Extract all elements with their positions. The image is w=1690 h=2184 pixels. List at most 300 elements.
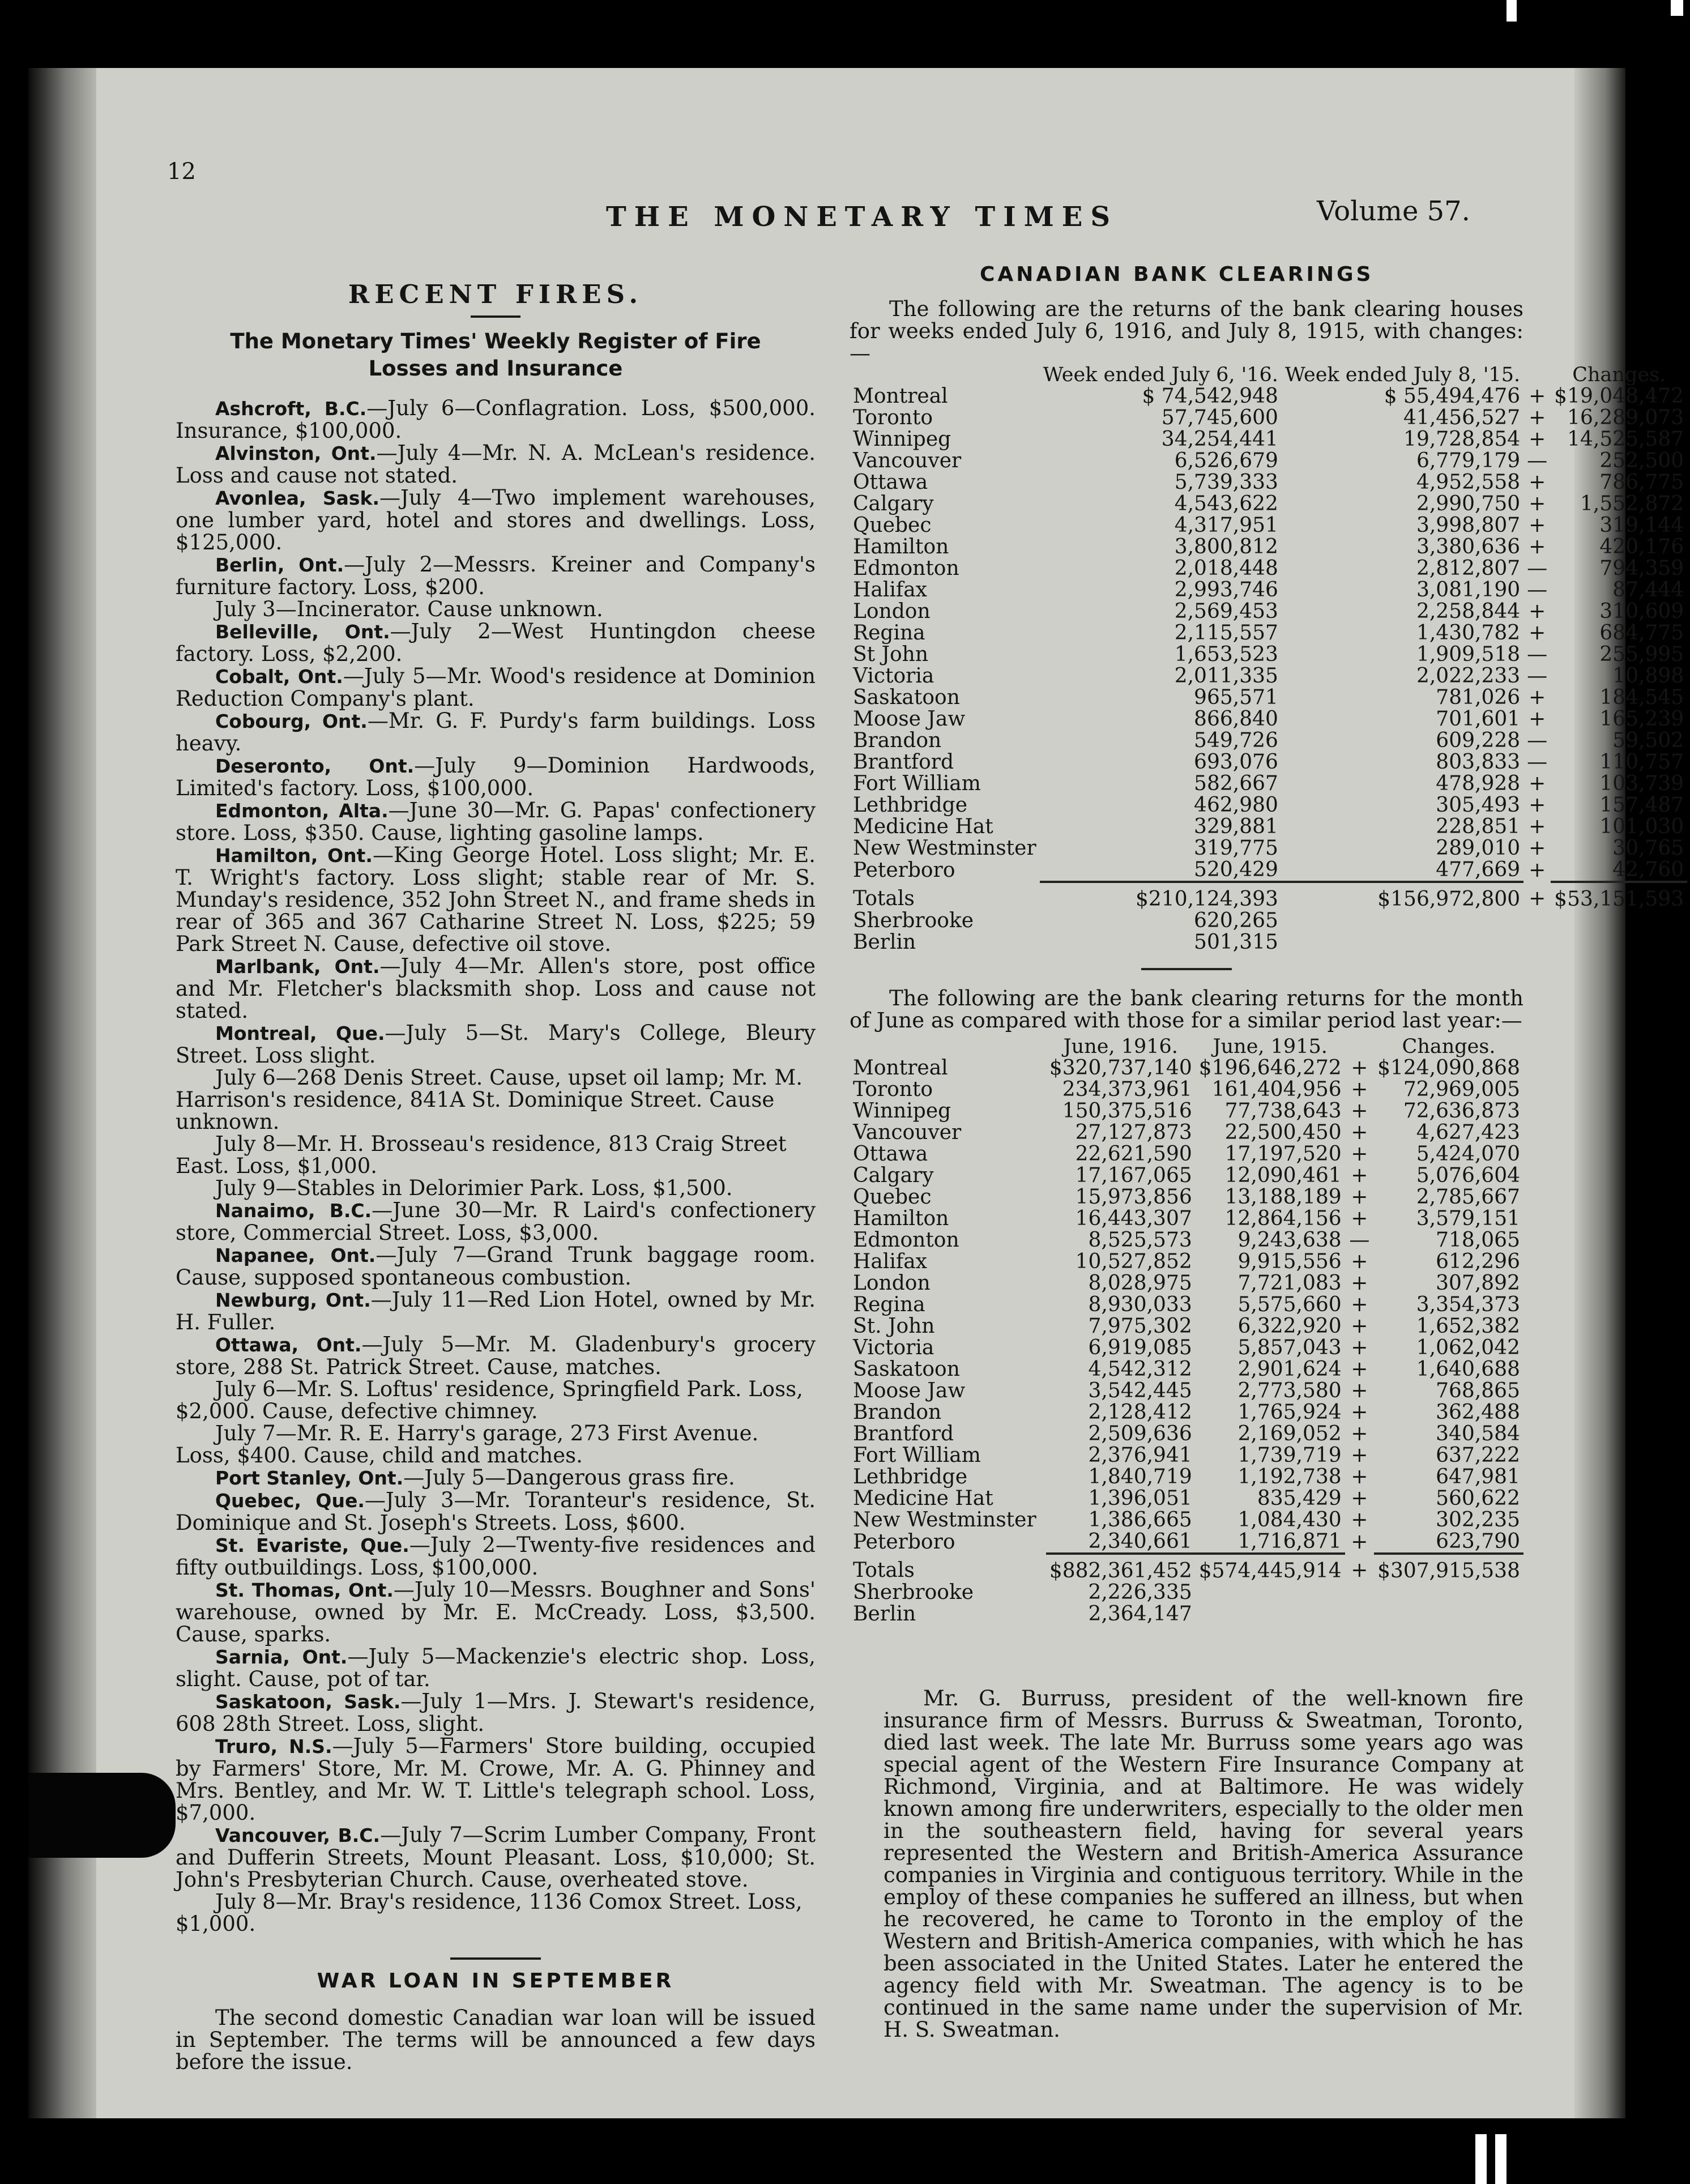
change-cell: 3,579,151 bbox=[1416, 1207, 1520, 1230]
city-cell: Quebec bbox=[853, 514, 932, 537]
fire-details: —July 11—Red Lion Hotel, owned by Mr. H. Fuller. bbox=[176, 1287, 816, 1334]
value-cell: 582,667 bbox=[1194, 772, 1278, 795]
war-loan-text: The second domestic Canadian war loan will be issued in September. The terms will be announced a few days before the issue. bbox=[176, 2006, 816, 2074]
fire-followup: July 9—Stables in Delorimier Park. Loss, $1,500. bbox=[215, 1176, 733, 1200]
fire-entry bbox=[176, 710, 816, 754]
change-cell: 362,488 bbox=[1436, 1401, 1520, 1424]
city-cell: Hamilton bbox=[853, 535, 949, 558]
sign-cell: + bbox=[1529, 887, 1546, 910]
value-cell: 2,340,661 bbox=[1088, 1530, 1192, 1553]
value-cell: 477,669 bbox=[1436, 858, 1521, 881]
sign-cell: + bbox=[1351, 1465, 1368, 1488]
table-row bbox=[850, 1144, 1523, 1165]
change-cell: 637,222 bbox=[1436, 1444, 1520, 1467]
fire-place: Montreal, Que. bbox=[215, 1022, 385, 1044]
fire-entry bbox=[176, 1333, 816, 1378]
city-cell: Ottawa bbox=[853, 1142, 928, 1166]
value-cell: 8,525,573 bbox=[1088, 1228, 1192, 1252]
change-cell: 623,790 bbox=[1436, 1530, 1520, 1553]
sign-cell: — bbox=[1527, 449, 1548, 472]
scanner-clip bbox=[28, 1773, 176, 1858]
fire-place: Berlin, Ont. bbox=[215, 554, 344, 576]
sign-cell: + bbox=[1529, 492, 1546, 515]
fires-column bbox=[176, 278, 816, 2073]
volume-label: Volume 57. bbox=[1317, 195, 1470, 227]
table-row bbox=[850, 910, 1687, 932]
monthly-intro: The following are the bank clearing returns for the month of June as compared with those for a similar period last year:— bbox=[850, 986, 1523, 1033]
table-row bbox=[850, 644, 1687, 666]
city-cell: Peterboro bbox=[853, 859, 955, 882]
header-cell bbox=[1523, 364, 1551, 386]
fire-place: Cobourg, Ont. bbox=[215, 710, 368, 732]
change-cell: 72,636,873 bbox=[1403, 1099, 1520, 1123]
fire-entry bbox=[176, 487, 816, 553]
sign-cell: + bbox=[1351, 1272, 1368, 1295]
table-row bbox=[850, 1380, 1523, 1402]
table-row bbox=[850, 1057, 1523, 1079]
value-cell: 161,404,956 bbox=[1211, 1078, 1342, 1101]
city-cell: Winnipeg bbox=[853, 428, 951, 451]
fire-details: —July 10—Messrs. Boughner and Sons' warehouse, owned by Mr. E. McCready. Loss, $3,500. Cause, sparks. bbox=[176, 1577, 816, 1646]
city-cell: Vancouver bbox=[853, 1121, 962, 1144]
city-cell: Totals bbox=[853, 1559, 915, 1582]
city-cell: London bbox=[853, 1272, 931, 1295]
fires-subtitle: The Monetary Times' Weekly Register of Fire Losses and Insurance bbox=[230, 329, 761, 381]
fire-place: Ashcroft, B.C. bbox=[215, 398, 367, 420]
value-cell: 19,728,854 bbox=[1403, 428, 1521, 451]
table-row bbox=[850, 773, 1687, 795]
sign-cell: + bbox=[1529, 794, 1546, 817]
table-row bbox=[850, 1488, 1523, 1509]
value-cell: 3,542,445 bbox=[1088, 1379, 1192, 1402]
value-cell: 15,973,856 bbox=[1075, 1185, 1192, 1209]
city-cell: Ottawa bbox=[853, 471, 928, 494]
clearings-title: CANADIAN BANK CLEARINGS bbox=[980, 263, 1374, 286]
value-cell: 501,315 bbox=[1194, 931, 1278, 954]
change-cell: $19,048,472 bbox=[1554, 385, 1684, 408]
fire-entry bbox=[176, 799, 816, 844]
fire-place: Cobalt, Ont. bbox=[215, 666, 343, 688]
change-cell: 647,981 bbox=[1436, 1465, 1520, 1488]
city-cell: Sherbrooke bbox=[853, 1581, 974, 1604]
header-cell bbox=[850, 364, 1040, 386]
change-cell: 5,424,070 bbox=[1416, 1142, 1520, 1166]
city-cell: Lethbridge bbox=[853, 1465, 968, 1488]
value-cell: $ 74,542,948 bbox=[1142, 385, 1278, 408]
city-cell: Montreal bbox=[853, 385, 948, 408]
fire-register-list bbox=[176, 397, 816, 1935]
city-cell: Regina bbox=[853, 621, 925, 645]
fire-place: St. Evariste, Que. bbox=[215, 1534, 409, 1556]
value-cell: 34,254,441 bbox=[1161, 428, 1278, 451]
fire-details: —July 2—West Huntingdon cheese factory. Loss, $2,200. bbox=[176, 619, 816, 666]
sign-cell: — bbox=[1349, 1228, 1370, 1252]
city-cell: New Westminster bbox=[853, 1508, 1036, 1532]
change-cell: 768,865 bbox=[1436, 1379, 1520, 1402]
table-row bbox=[850, 1251, 1523, 1273]
table-row bbox=[850, 622, 1687, 644]
value-cell: 2,376,941 bbox=[1088, 1444, 1192, 1467]
sign-cell: + bbox=[1351, 1401, 1368, 1424]
value-cell: 27,127,873 bbox=[1075, 1121, 1192, 1144]
table-row bbox=[850, 472, 1687, 493]
fire-place: Edmonton, Alta. bbox=[215, 800, 389, 822]
fire-entry bbox=[176, 1199, 816, 1244]
fire-place: St. Thomas, Ont. bbox=[215, 1579, 394, 1601]
sign-cell: + bbox=[1351, 1336, 1368, 1359]
sign-cell: — bbox=[1527, 750, 1548, 774]
sign-cell: + bbox=[1351, 1358, 1368, 1381]
change-cell: 794,359 bbox=[1599, 557, 1684, 580]
sign-cell: + bbox=[1351, 1530, 1368, 1554]
table-header-row bbox=[850, 1036, 1523, 1057]
sign-cell: + bbox=[1351, 1142, 1368, 1166]
sign-cell: + bbox=[1351, 1099, 1368, 1123]
city-cell: Montreal bbox=[853, 1056, 948, 1080]
city-cell: Totals bbox=[853, 887, 915, 910]
city-cell: Edmonton bbox=[853, 557, 959, 580]
value-cell: 693,076 bbox=[1194, 750, 1278, 774]
fire-entry bbox=[176, 620, 816, 665]
city-cell: Medicine Hat bbox=[853, 815, 993, 838]
table-row bbox=[850, 558, 1687, 579]
value-cell: 9,915,556 bbox=[1237, 1250, 1342, 1273]
sign-cell: — bbox=[1527, 664, 1548, 688]
value-cell: $210,124,393 bbox=[1040, 882, 1282, 910]
value-cell: 57,745,600 bbox=[1161, 406, 1278, 429]
city-cell: St. John bbox=[853, 1315, 935, 1338]
fire-details: —July 4—Mr. N. A. McLean's residence. Loss and cause not stated. bbox=[176, 441, 816, 488]
fire-details: —July 6—Conflagration. Loss, $500,000. Insurance, $100,000. bbox=[176, 396, 816, 443]
fire-details: —July 4—Mr. Allen's store, post office and Mr. Fletcher's blacksmith shop. Loss and cause not stated. bbox=[176, 954, 816, 1023]
table-row bbox=[850, 1603, 1523, 1625]
change-cell: $53,151,593 bbox=[1551, 882, 1687, 910]
fire-followup: July 7—Mr. R. E. Harry's garage, 273 First Avenue. Loss, $400. Cause, child and matches. bbox=[176, 1421, 759, 1468]
change-cell: 16,289,073 bbox=[1567, 406, 1684, 429]
value-cell: 2,022,233 bbox=[1416, 664, 1521, 688]
city-cell: Halifax bbox=[853, 578, 927, 602]
value-cell: 3,998,807 bbox=[1416, 514, 1521, 537]
fire-place: Marlbank, Ont. bbox=[215, 956, 380, 978]
fire-entry bbox=[176, 1645, 816, 1690]
fire-details: —July 9—Dominion Hardwoods, Limited's factory. Loss, $100,000. bbox=[176, 753, 816, 800]
divider bbox=[1141, 968, 1232, 970]
magazine-page bbox=[28, 68, 1684, 2118]
fire-entry bbox=[176, 1534, 816, 1579]
value-cell: 2,509,636 bbox=[1088, 1422, 1192, 1445]
sign-cell: + bbox=[1529, 406, 1546, 429]
change-cell: 1,062,042 bbox=[1416, 1336, 1520, 1359]
city-cell: Brantford bbox=[853, 750, 954, 774]
change-cell: 302,235 bbox=[1436, 1508, 1520, 1532]
value-cell: $156,972,800 bbox=[1282, 882, 1523, 910]
table-row bbox=[850, 1445, 1523, 1466]
fire-place: Napanee, Ont. bbox=[215, 1244, 376, 1266]
city-cell: London bbox=[853, 600, 931, 623]
sign-cell: + bbox=[1529, 428, 1546, 451]
value-cell: 3,081,190 bbox=[1416, 578, 1521, 602]
value-cell: 520,429 bbox=[1194, 858, 1278, 881]
city-cell: Fort William bbox=[853, 772, 981, 795]
scan-mark bbox=[1507, 0, 1517, 22]
change-cell: 560,622 bbox=[1436, 1487, 1520, 1510]
table-row bbox=[850, 687, 1687, 709]
fire-place: Sarnia, Ont. bbox=[215, 1646, 348, 1668]
fire-place: Nanaimo, B.C. bbox=[215, 1200, 372, 1222]
value-cell: 3,800,812 bbox=[1174, 535, 1278, 558]
page-number: 12 bbox=[167, 159, 196, 185]
fire-entry bbox=[176, 1735, 816, 1824]
change-cell: 718,065 bbox=[1436, 1228, 1520, 1252]
city-cell: Sherbrooke bbox=[853, 909, 974, 932]
value-cell: 4,317,951 bbox=[1174, 514, 1278, 537]
header-cell: Week ended July 8, '15. bbox=[1284, 364, 1521, 386]
fire-details: —July 1—Mrs. J. Stewart's residence, 608 28th Street. Loss, slight. bbox=[176, 1689, 816, 1736]
fire-details: —July 4—Two implement warehouses, one lumber yard, hotel and stores and dwellings. Loss, $125,000. bbox=[176, 485, 816, 554]
city-cell: Toronto bbox=[853, 406, 933, 429]
value-cell: 5,857,043 bbox=[1237, 1336, 1342, 1359]
fire-details: —Mr. G. F. Purdy's farm buildings. Loss heavy. bbox=[176, 709, 816, 756]
fires-title: RECENT FIRES. bbox=[348, 279, 643, 309]
value-cell: 2,569,453 bbox=[1174, 600, 1278, 623]
sign-cell: + bbox=[1351, 1121, 1368, 1144]
table-row bbox=[850, 601, 1687, 622]
fire-details: —July 7—Scrim Lumber Company, Front and Dufferin Streets, Mount Pleasant. Loss, $10,000; St. John's Presbyterian Church. Cause, overheated stove. bbox=[176, 1823, 816, 1892]
city-cell: Calgary bbox=[853, 1164, 934, 1187]
table-row bbox=[850, 1402, 1523, 1423]
value-cell: $320,737,140 bbox=[1049, 1056, 1192, 1080]
value-cell: 620,265 bbox=[1194, 909, 1278, 932]
sign-cell: — bbox=[1527, 578, 1548, 602]
city-cell: Berlin bbox=[853, 931, 916, 954]
value-cell: 4,952,558 bbox=[1416, 471, 1521, 494]
change-cell: 1,652,382 bbox=[1416, 1315, 1520, 1338]
city-cell: Halifax bbox=[853, 1250, 927, 1273]
city-cell: St John bbox=[853, 643, 929, 666]
fire-place: Deseronto, Ont. bbox=[215, 755, 415, 777]
fire-followup: July 8—Mr. H. Brosseau's residence, 813 Craig Street East. Loss, $1,000. bbox=[176, 1132, 787, 1178]
value-cell: 22,500,450 bbox=[1224, 1121, 1342, 1144]
header-cell bbox=[850, 1036, 1046, 1057]
clearings-column bbox=[850, 263, 1684, 2042]
fire-details: —July 5—St. Mary's College, Bleury Street. Loss slight. bbox=[176, 1021, 816, 1068]
sign-cell: + bbox=[1351, 1164, 1368, 1187]
weekly-intro: The following are the returns of the bank clearing houses for weeks ended July 6, 1916, and July 8, 1915, with changes:— bbox=[850, 297, 1523, 365]
value-cell: 3,380,636 bbox=[1416, 535, 1521, 558]
table-row bbox=[850, 1230, 1523, 1251]
fire-details: —July 2—Twenty-five residences and fifty outbuildings. Loss, $100,000. bbox=[176, 1533, 816, 1580]
fire-followup: July 3—Incinerator. Cause unknown. bbox=[215, 597, 603, 621]
change-cell: 420,176 bbox=[1599, 535, 1684, 558]
value-cell: 1,192,738 bbox=[1237, 1465, 1342, 1488]
value-cell: 2,812,807 bbox=[1416, 557, 1521, 580]
fire-entry bbox=[176, 397, 816, 442]
table-row bbox=[850, 429, 1687, 450]
city-cell: Saskatoon bbox=[853, 1358, 960, 1381]
table-row bbox=[850, 1122, 1523, 1144]
value-cell: 289,010 bbox=[1436, 837, 1521, 860]
fire-entry bbox=[176, 665, 816, 710]
sign-cell: + bbox=[1529, 686, 1546, 709]
city-cell: Hamilton bbox=[853, 1207, 949, 1230]
fire-entry bbox=[176, 1466, 816, 1489]
city-cell: Regina bbox=[853, 1293, 925, 1316]
change-cell: 157,487 bbox=[1599, 794, 1684, 817]
fire-place: Saskatoon, Sask. bbox=[215, 1691, 401, 1713]
table-row bbox=[850, 1165, 1523, 1187]
value-cell: 228,851 bbox=[1436, 815, 1521, 838]
fire-place: Vancouver, B.C. bbox=[215, 1824, 381, 1846]
value-cell: 6,779,179 bbox=[1416, 449, 1521, 472]
value-cell: 17,167,065 bbox=[1075, 1164, 1192, 1187]
value-cell: 2,901,624 bbox=[1237, 1358, 1342, 1381]
value-cell: 866,840 bbox=[1194, 707, 1278, 731]
change-cell: 340,584 bbox=[1436, 1422, 1520, 1445]
table-row bbox=[850, 1208, 1523, 1230]
table-row bbox=[850, 1466, 1523, 1488]
value-cell: 319,775 bbox=[1194, 837, 1278, 860]
table-row bbox=[850, 1079, 1523, 1100]
table-row bbox=[850, 1582, 1523, 1603]
table-row bbox=[850, 515, 1687, 536]
city-cell: Victoria bbox=[853, 1336, 934, 1359]
city-cell: Toronto bbox=[853, 1078, 933, 1101]
table-row bbox=[850, 407, 1687, 429]
fire-followup: July 6—268 Denis Street. Cause, upset oil lamp; Mr. M. Harrison's residence, 841A St. Dominique Street. Cause unknown. bbox=[176, 1065, 803, 1134]
sign-cell: + bbox=[1529, 600, 1546, 623]
scan-mark bbox=[1671, 0, 1683, 16]
sign-cell: + bbox=[1529, 859, 1546, 882]
change-cell: 310,609 bbox=[1599, 600, 1684, 623]
fire-followup: July 8—Mr. Bray's residence, 1136 Comox Street. Loss, $1,000. bbox=[176, 1889, 803, 1936]
sign-cell: + bbox=[1529, 621, 1546, 645]
change-cell: 184,545 bbox=[1599, 686, 1684, 709]
divider bbox=[450, 1957, 541, 1960]
change-cell: 612,296 bbox=[1436, 1250, 1520, 1273]
fire-details: —July 5—Mr. Wood's residence at Dominion Reduction Company's plant. bbox=[176, 664, 816, 711]
change-cell: 103,739 bbox=[1599, 772, 1684, 795]
value-cell: 2,226,335 bbox=[1088, 1581, 1192, 1604]
change-cell: 1,640,688 bbox=[1416, 1358, 1520, 1381]
totals-row bbox=[850, 882, 1687, 910]
war-loan-title: WAR LOAN IN SEPTEMBER bbox=[317, 1969, 675, 1993]
value-cell: 462,980 bbox=[1194, 794, 1278, 817]
change-cell: 786,775 bbox=[1599, 471, 1684, 494]
sign-cell: + bbox=[1351, 1444, 1368, 1467]
fire-details: —June 30—Mr. R Laird's confectionery store, Commercial Street. Loss, $3,000. bbox=[176, 1198, 816, 1245]
value-cell: 1,386,665 bbox=[1088, 1508, 1192, 1532]
masthead: THE MONETARY TIMES bbox=[606, 201, 1119, 233]
value-cell: 77,738,643 bbox=[1224, 1099, 1342, 1123]
table-row bbox=[850, 450, 1687, 472]
table-row bbox=[850, 386, 1687, 407]
sign-cell: + bbox=[1351, 1250, 1368, 1273]
change-cell: 30,765 bbox=[1612, 837, 1684, 860]
value-cell: 41,456,527 bbox=[1403, 406, 1521, 429]
header-cell: Changes. bbox=[1402, 1035, 1496, 1058]
sign-cell: + bbox=[1529, 471, 1546, 494]
header-cell: June, 1916. bbox=[1063, 1035, 1178, 1058]
change-cell: 10,898 bbox=[1612, 664, 1684, 688]
table-row bbox=[850, 1531, 1523, 1554]
change-cell: 101,030 bbox=[1599, 815, 1684, 838]
value-cell: 234,373,961 bbox=[1062, 1078, 1192, 1101]
fire-place: Avonlea, Sask. bbox=[215, 487, 380, 509]
value-cell: 5,575,660 bbox=[1237, 1293, 1342, 1316]
fire-details: —July 5—Farmers' Store building, occupied by Farmers' Store, Mr. M. Crowe, Mr. A. G. Phinney and Mrs. Bentley, and Mr. W. T. Little's telegraph school. Loss, $7,000. bbox=[176, 1734, 816, 1825]
table-row bbox=[850, 1423, 1523, 1445]
fire-details: —June 30—Mr. G. Papas' confectionery store. Loss, $350. Cause, lighting gasoline lamps. bbox=[176, 798, 816, 845]
value-cell: 305,493 bbox=[1436, 794, 1521, 817]
city-cell: Peterboro bbox=[853, 1530, 955, 1554]
table-row bbox=[850, 752, 1687, 773]
value-cell: 7,721,083 bbox=[1237, 1272, 1342, 1295]
fire-entry bbox=[176, 442, 816, 487]
table-row bbox=[850, 579, 1687, 601]
value-cell: 22,621,590 bbox=[1075, 1142, 1192, 1166]
value-cell: 965,571 bbox=[1194, 686, 1278, 709]
value-cell: 4,543,622 bbox=[1174, 492, 1278, 515]
sign-cell: + bbox=[1529, 535, 1546, 558]
change-cell: 4,627,423 bbox=[1416, 1121, 1520, 1144]
fire-entry bbox=[176, 553, 816, 598]
table-row bbox=[850, 536, 1687, 558]
city-cell: Edmonton bbox=[853, 1228, 959, 1252]
table-row bbox=[850, 1187, 1523, 1208]
change-cell: 72,969,005 bbox=[1403, 1078, 1520, 1101]
value-cell: 1,739,719 bbox=[1237, 1444, 1342, 1467]
fire-entry bbox=[176, 1244, 816, 1289]
fire-entry bbox=[176, 1824, 816, 1891]
fire-details: —July 3—Mr. Toranteur's residence, St. Dominique and St. Joseph's Streets. Loss, $600. bbox=[176, 1488, 816, 1535]
fire-entry bbox=[176, 1489, 816, 1534]
change-cell: 165,239 bbox=[1599, 707, 1684, 731]
sign-cell: + bbox=[1351, 1185, 1368, 1209]
change-cell: 2,785,667 bbox=[1416, 1185, 1520, 1209]
value-cell: 2,011,335 bbox=[1174, 664, 1278, 688]
value-cell: 4,542,312 bbox=[1088, 1358, 1192, 1381]
value-cell: 701,601 bbox=[1436, 707, 1521, 731]
change-cell: 5,076,604 bbox=[1416, 1164, 1520, 1187]
change-cell: 684,775 bbox=[1599, 621, 1684, 645]
table-row bbox=[850, 666, 1687, 687]
sign-cell: + bbox=[1351, 1487, 1368, 1510]
change-cell: 87,444 bbox=[1612, 578, 1684, 602]
city-cell: Brandon bbox=[853, 729, 942, 752]
value-cell: $196,646,272 bbox=[1198, 1056, 1342, 1080]
value-cell: 835,429 bbox=[1257, 1487, 1342, 1510]
value-cell: 2,993,746 bbox=[1174, 578, 1278, 602]
value-cell: 1,084,430 bbox=[1237, 1508, 1342, 1532]
scan-mark bbox=[1475, 2134, 1487, 2184]
city-cell: Brantford bbox=[853, 1422, 954, 1445]
monthly-clearings-table bbox=[850, 1036, 1523, 1625]
table-row bbox=[850, 493, 1687, 515]
value-cell: $882,361,452 bbox=[1046, 1554, 1196, 1582]
header-cell: Week ended July 6, '16. bbox=[1043, 364, 1278, 386]
city-cell: Vancouver bbox=[853, 449, 962, 472]
value-cell: 1,909,518 bbox=[1416, 643, 1521, 666]
sign-cell: — bbox=[1527, 643, 1548, 666]
fire-place: Ottawa, Ont. bbox=[215, 1334, 362, 1356]
city-cell: Saskatoon bbox=[853, 686, 960, 709]
value-cell: 150,375,516 bbox=[1062, 1099, 1192, 1123]
city-cell: New Westminster bbox=[853, 837, 1036, 860]
table-row bbox=[850, 709, 1687, 730]
change-cell: 14,525,587 bbox=[1567, 428, 1684, 451]
value-cell: 2,990,750 bbox=[1416, 492, 1521, 515]
change-cell: $307,915,538 bbox=[1374, 1554, 1523, 1582]
